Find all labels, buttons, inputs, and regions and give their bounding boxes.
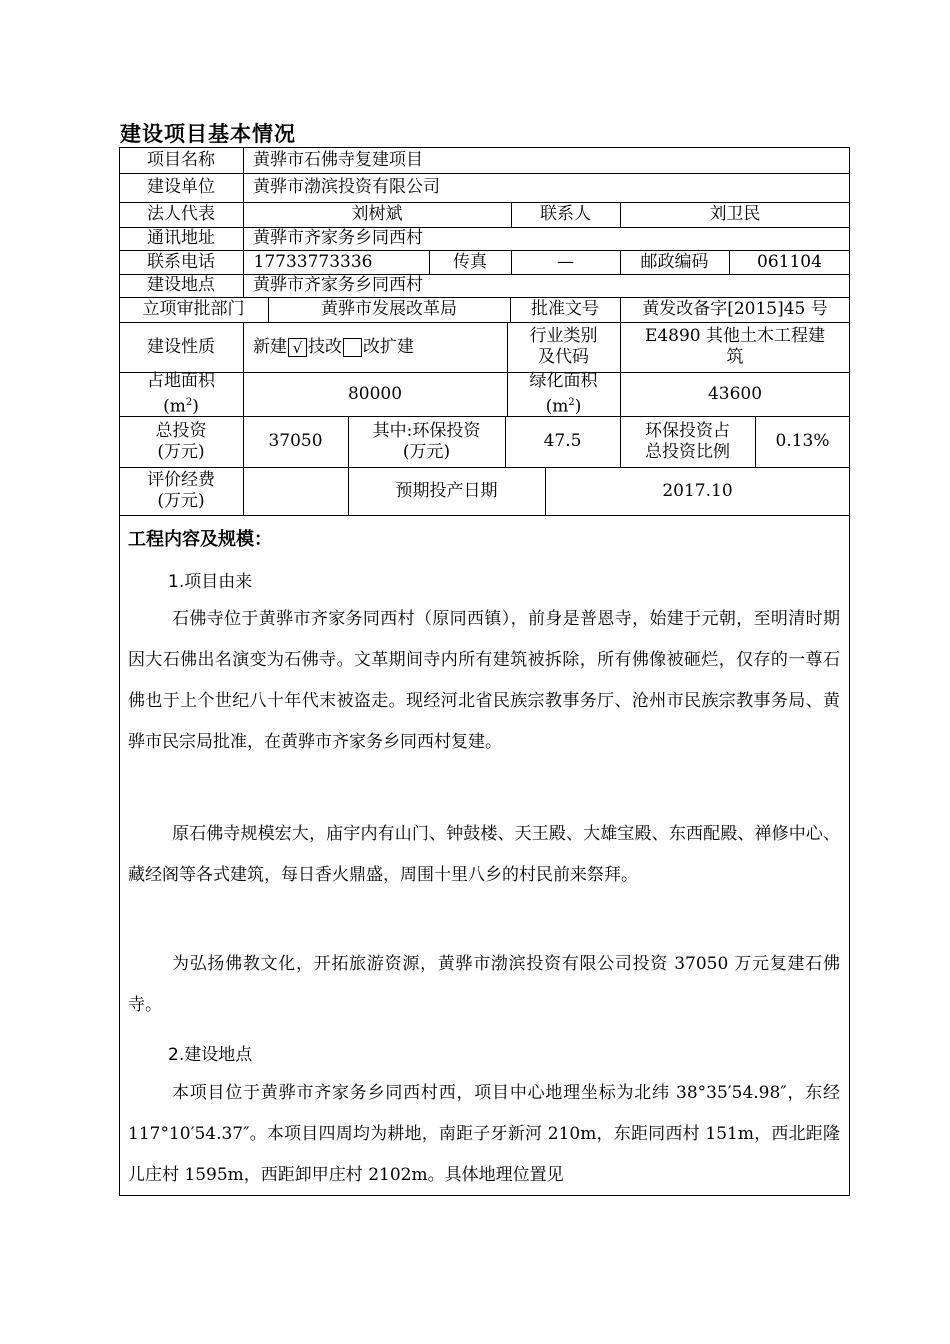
date-label: 预期投产日期 — [395, 480, 498, 501]
project-name-value: 黄骅市石佛寺复建项目 — [253, 149, 423, 170]
ratio-label-line2: 总投资比例 — [645, 441, 730, 462]
env-invest-value: 47.5 — [543, 431, 582, 451]
approval-dept-label: 立项审批部门 — [142, 299, 245, 319]
industry-value-line2: 筑 — [726, 347, 744, 367]
ratio-label — [620, 416, 755, 467]
site-value: 黄骅市齐家务乡同西村 — [253, 275, 423, 295]
fee-value — [243, 467, 348, 515]
address-value: 黄骅市齐家务乡同西村 — [253, 228, 423, 248]
green-label-line2: $(m^2)$ — [545, 396, 582, 417]
green-label — [507, 372, 620, 416]
area-label-line1: 占地面积 — [147, 370, 215, 391]
contact-value: 刘卫民 — [709, 204, 761, 224]
fee-label — [119, 467, 243, 515]
nature-new-checkbox[interactable]: √ — [288, 338, 307, 357]
approval-dept-value: 黄骅市发展改革局 — [321, 299, 457, 319]
legal-label: 法人代表 — [147, 204, 215, 224]
industry-label-line1: 行业类别 — [529, 326, 598, 346]
green-value: 43600 — [707, 383, 763, 404]
subsection-title-origin: 1.项目由来 — [168, 572, 253, 592]
date-value: 2017.10 — [662, 480, 733, 501]
phone-value: 17733773336 — [253, 251, 373, 272]
approval-no-value: 黄发改备字[2015]45 号 — [642, 299, 828, 319]
nature-expand-text: 改扩建 — [363, 336, 414, 357]
nature-tech-text: 技改 — [308, 336, 342, 357]
unit-label: 建设单位 — [147, 177, 215, 197]
contact-label: 联系人 — [540, 204, 591, 224]
page-title: 建设项目基本情况 — [120, 121, 296, 146]
area-value: 80000 — [347, 383, 403, 404]
fee-label-line2: (万元) — [157, 491, 205, 511]
unit-value: 黄骅市渤滨投资有限公司 — [253, 177, 440, 197]
env-invest-label — [348, 416, 505, 467]
fax-label: 传真 — [453, 251, 487, 272]
paragraph-origin-3: 为弘扬佛教文化，开拓旅游资源，黄骅市渤滨投资有限公司投资 37050 万元复建石佛寺。 — [128, 954, 840, 1015]
env-invest-label-line2: (万元) — [402, 441, 451, 462]
invest-label-line1: 总投资 — [155, 420, 207, 441]
legal-value: 刘树斌 — [351, 204, 403, 224]
industry-value-line1: E4890 其他土木工程建 — [644, 326, 826, 346]
section-heading: 工程内容及规模： — [128, 529, 272, 550]
phone-label: 联系电话 — [147, 251, 215, 272]
ratio-value: 0.13% — [775, 431, 830, 451]
paragraph-site-1: 本项目位于黄骅市齐家务乡同西村西，项目中心地理坐标为北纬 38°35′54.98″，东经 117°10′54.37″。本项目四周均为耕地，南距子牙新河 210m，东距同西村 151m，西北距隆儿庄村 1595m，西距卸甲庄村 2102m。具体地理位置见 — [128, 1083, 840, 1185]
industry-label-line2: 及代码 — [538, 347, 589, 367]
paragraph-origin-1: 石佛寺位于黄骅市齐家务同西村（原同西镇），前身是普恩寺，始建于元朝，至明清时期因大石佛出名演变为石佛寺。文革期间寺内所有建筑被拆除，所有佛像被砸烂，仅存的一尊石佛也于上个世纪八十年代末被盗走。现经河北省民族宗教事务厅、沧州市民族宗教事务局、黄骅市民宗局批准，在黄骅市齐家务乡同西村复建。 — [128, 609, 840, 752]
invest-label-line2: (万元) — [157, 441, 205, 462]
green-label-line1: 绿化面积 — [529, 370, 598, 391]
fax-value: — — [557, 251, 574, 272]
row-divider — [119, 515, 850, 516]
nature-tech-checkbox[interactable] — [343, 338, 362, 357]
area-label — [119, 372, 243, 416]
postcode-label: 邮政编码 — [640, 251, 709, 272]
postcode-value: 061104 — [757, 251, 822, 272]
env-invest-label-line1: 其中:环保投资 — [372, 420, 481, 441]
address-label: 通讯地址 — [147, 228, 215, 248]
nature-label: 建设性质 — [147, 336, 215, 357]
nature-new-text: 新建 — [253, 336, 287, 357]
nature-options — [243, 322, 507, 372]
invest-label — [119, 416, 243, 467]
subsection-title-site: 2.建设地点 — [168, 1045, 253, 1065]
approval-no-label: 批准文号 — [531, 299, 599, 319]
industry-label — [507, 322, 620, 372]
paragraph-origin-2: 原石佛寺规模宏大，庙宇内有山门、钟鼓楼、天王殿、大雄宝殿、东西配殿、禅修中心、藏经阁等各式建筑，每日香火鼎盛，周围十里八乡的村民前来祭拜。 — [128, 824, 840, 885]
invest-value: 37050 — [268, 431, 323, 451]
industry-value — [620, 322, 850, 372]
fee-label-line1: 评价经费 — [147, 470, 215, 490]
area-label-line2: $(m^2)$ — [163, 396, 199, 417]
project-name-label: 项目名称 — [147, 149, 215, 170]
site-label: 建设地点 — [147, 275, 215, 295]
ratio-label-line1: 环保投资占 — [645, 420, 730, 441]
